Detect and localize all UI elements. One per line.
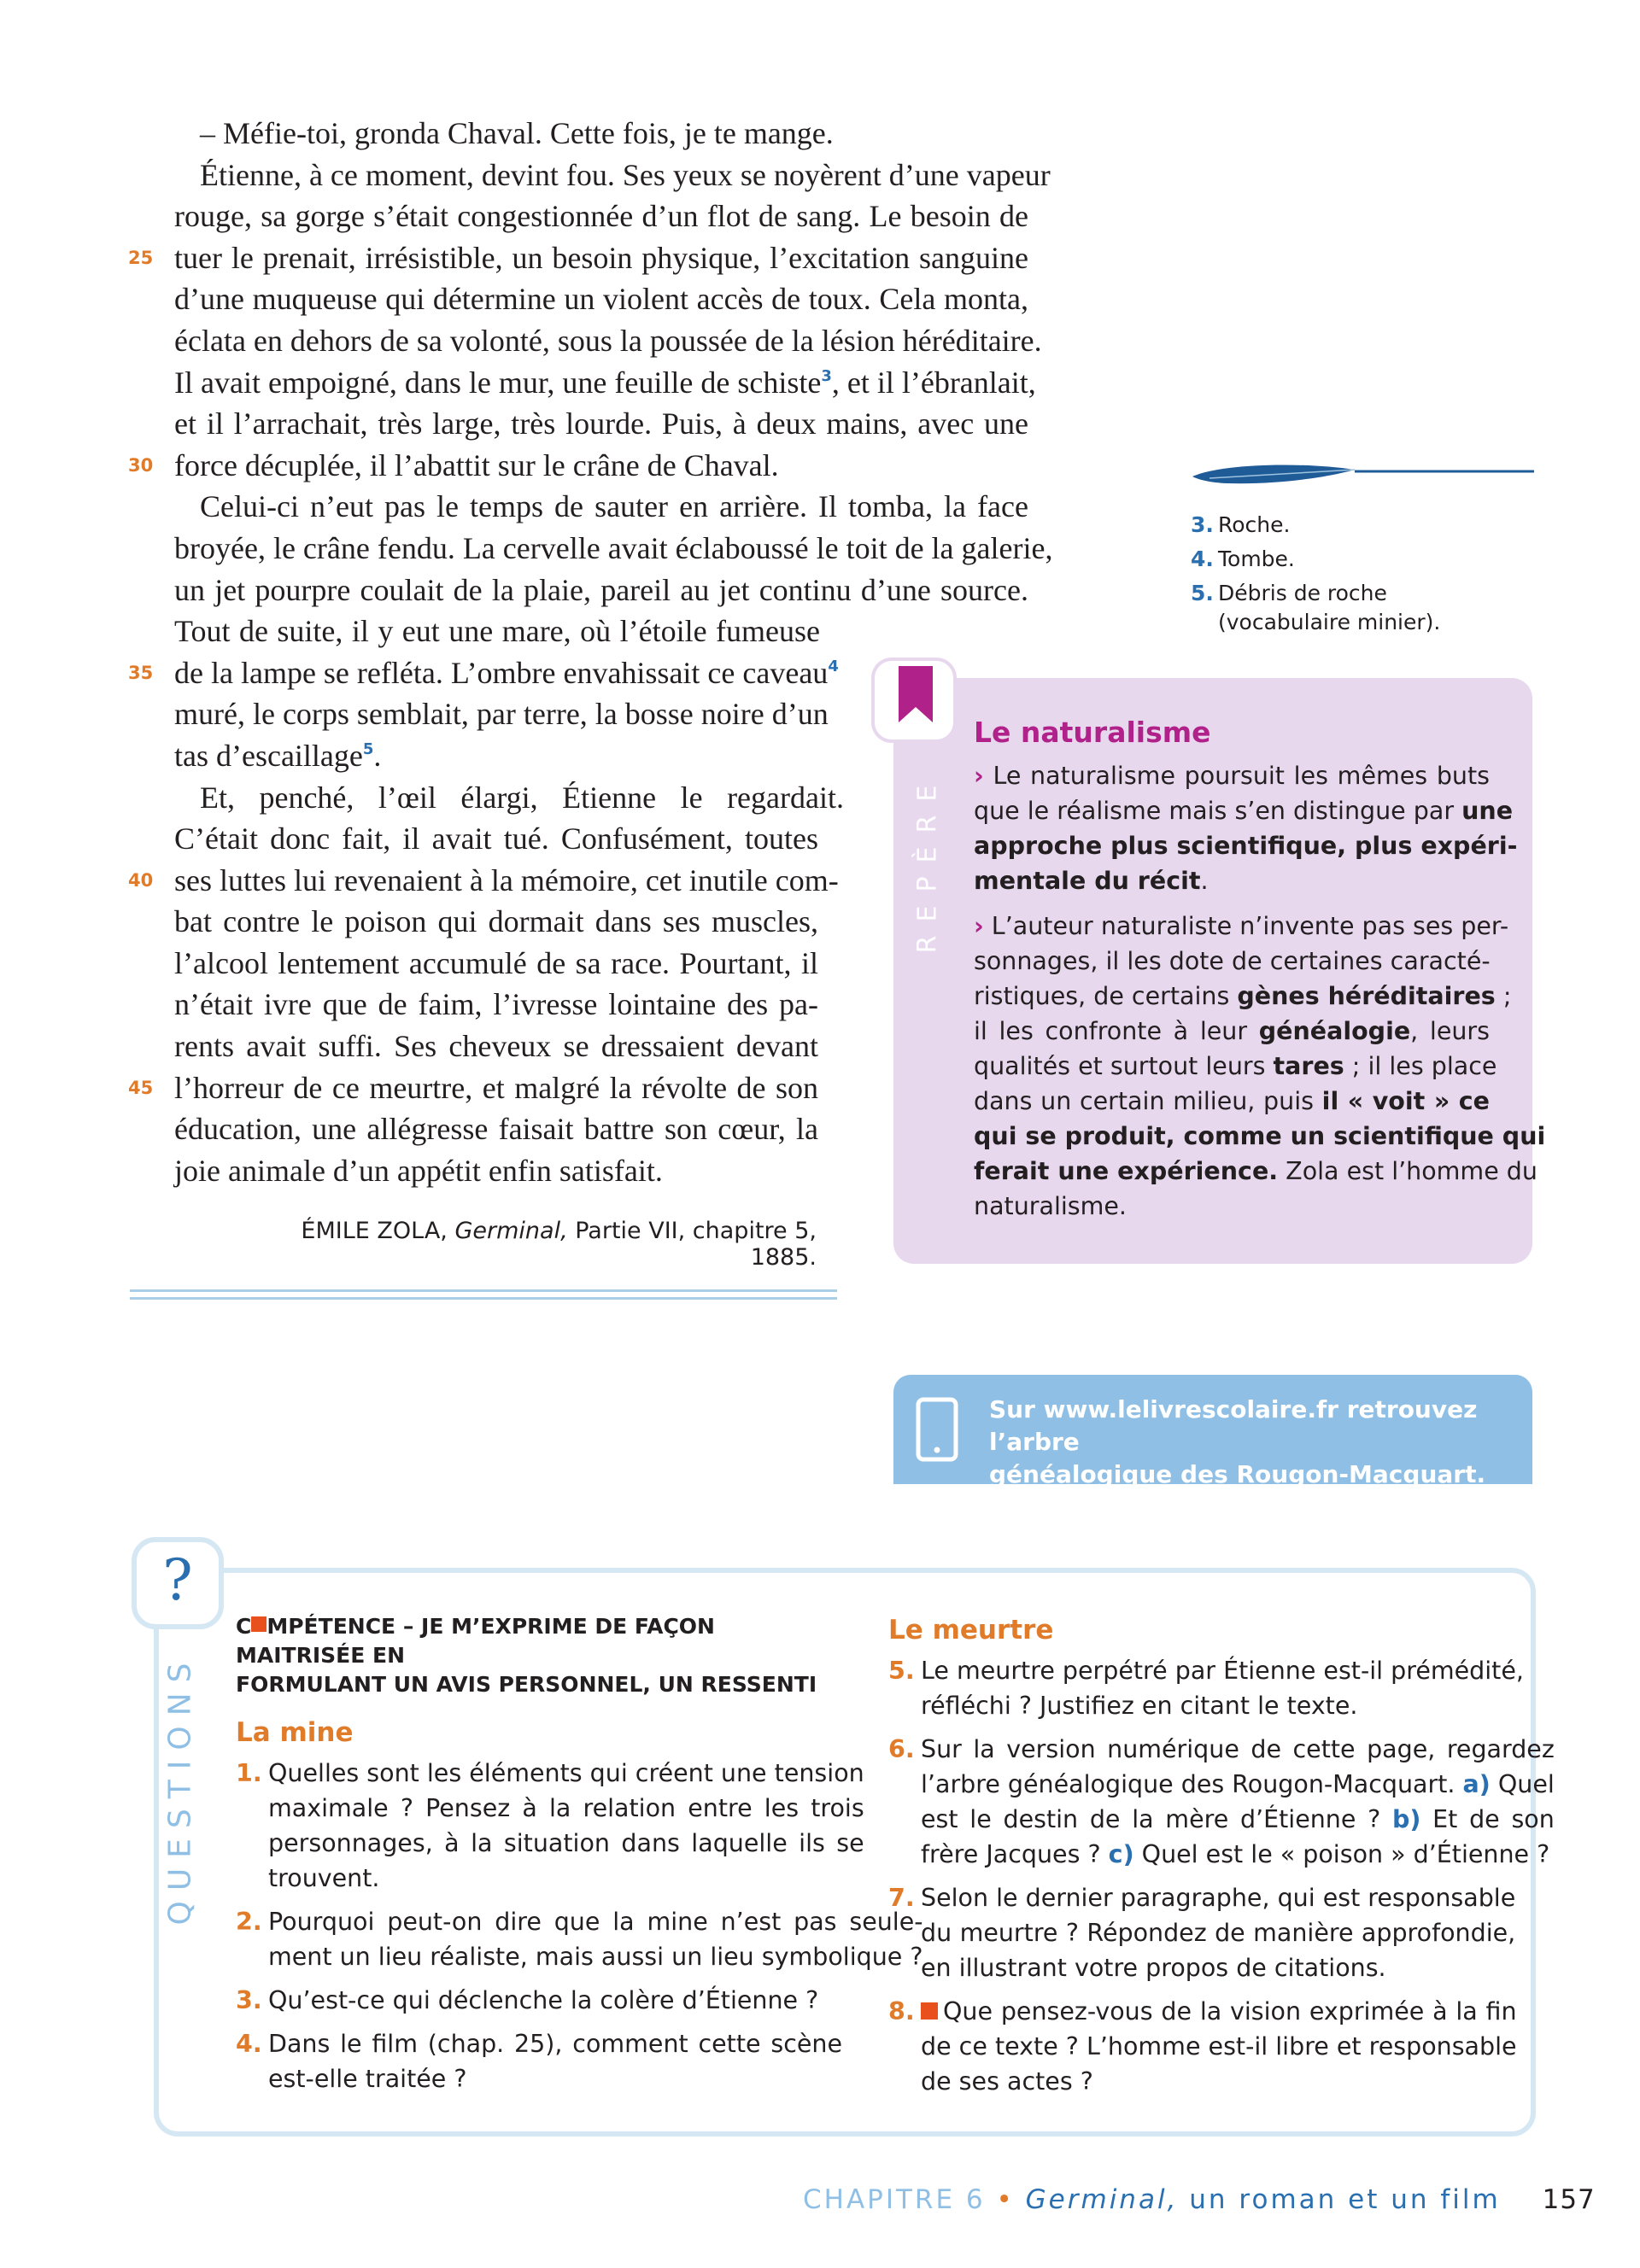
section-heading-meurtre: Le meurtre	[888, 1615, 1054, 1645]
repere-line: approche plus scientifique, plus expéri-	[974, 832, 1518, 860]
text-line: l’alcool lentement accumulé de sa race. Pourtant, il	[174, 945, 818, 980]
chevron-right-icon: ›	[974, 762, 984, 790]
footer-dot: •	[996, 2184, 1015, 2215]
quill-icon	[1192, 459, 1534, 494]
text-line: broyée, le crâne fendu. La cervelle avait éclaboussé le toit de la galerie,	[174, 530, 1053, 565]
competence-square-icon	[251, 1616, 266, 1632]
text-line: 35 de la lampe se refléta. L’ombre envahissait ce caveau$^4$	[174, 652, 820, 694]
repere-label: REPÈRE	[912, 771, 943, 954]
text-line: Tout de suite, il y eut une mare, où l’étoile fumeuse	[174, 614, 820, 649]
text-line: Il avait empoigné, dans le mur, une feuille de schiste$^3$, et il l’ébranlait,	[174, 365, 1036, 400]
section-divider	[130, 1289, 837, 1300]
page-footer	[803, 2184, 1609, 2215]
text-line: – Méfie-toi, gronda Chaval. Cette fois, je te mange.	[200, 116, 834, 150]
question-mark-icon: ?	[162, 1547, 193, 1613]
text-line: éducation, une allégresse faisait battre son cœur, la	[174, 1112, 818, 1147]
question-item: 2. Pourquoi peut-on dire que la mine n’est pas seule- ment un lieu réaliste, mais aussi un lieu symbolique ?	[236, 1908, 923, 1971]
footnote-ref: 3	[821, 366, 832, 385]
page-number: 157	[1542, 2184, 1596, 2215]
text-line: un jet pourpre coulait de la plaie, pareil au jet continu d’une source.	[174, 572, 1028, 607]
footnotes	[1191, 511, 1515, 642]
repere-line: › Le naturalisme poursuit les mêmes buts	[974, 762, 1490, 790]
text-line: 25 tuer le prenait, irrésistible, un besoin physique, l’excitation sanguine	[174, 237, 1028, 279]
repere-line: naturalisme.	[974, 1192, 1127, 1220]
repere-body	[974, 758, 1546, 1234]
repere-line: qualités et surtout leurs tares ; il les place	[974, 1052, 1497, 1080]
questions-right-column	[888, 1612, 1555, 2107]
oral-square-icon	[921, 2002, 938, 2020]
footnote: 5. Débris de roche (vocabulaire minier).	[1191, 581, 1441, 634]
footer-chapter: CHAPITRE 6	[803, 2184, 986, 2215]
source-credit: ÉMILE ZOLA, Germinal, Partie VII, chapitre 5, 1885.	[301, 1218, 817, 1271]
line-number: 40	[128, 869, 154, 891]
repere-line: qui se produit, comme un scientifique qui	[974, 1122, 1546, 1150]
line-number: 25	[128, 247, 154, 268]
text-line: tas d’escaillage$^5$.	[174, 738, 382, 773]
repere-paragraph	[974, 909, 1546, 1224]
footer-subtitle: un roman et un film	[1189, 2184, 1501, 2215]
question-item: 3. Qu’est-ce qui déclenche la colère d’Étienne ?	[236, 1986, 819, 2014]
footnote: 4. Tombe.	[1191, 547, 1295, 571]
text-line: muré, le corps semblait, par terre, la bosse noire d’un	[174, 697, 829, 732]
chevron-right-icon: ›	[974, 912, 984, 940]
text-line: joie animale d’un appétit enfin satisfait.	[174, 1153, 663, 1188]
text-line: C’était donc fait, il avait tué. Confusément, toutes	[174, 821, 818, 856]
competence-heading: C MPÉTENCE – JE M’EXPRIME DE FAÇON MAITRISÉE EN FORMULANT UN AVIS PERSONNEL, UN RESSENTI	[236, 1614, 817, 1697]
question-item: 5. Le meurtre perpétré par Étienne est-il prémédité, réfléchi ? Justifiez en citant le texte.	[888, 1657, 1524, 1720]
footnote: 3. Roche.	[1191, 512, 1291, 537]
text-line: Celui-ci n’eut pas le temps de sauter en arrière. Il tomba, la face	[200, 489, 1028, 524]
questions-left-column	[236, 1612, 923, 2105]
repere-line: sonnages, il les dote de certaines caracté-	[974, 947, 1491, 975]
web-banner-line: généalogique des Rougon-Macquart.	[989, 1460, 1486, 1488]
bookmark-icon	[899, 666, 933, 722]
text-line: rouge, sa gorge s’était congestionnée d’un flot de sang. Le besoin de	[174, 199, 1028, 234]
question-item: 4. Dans le film (chap. 25), comment cette scène est-elle traitée ?	[236, 2030, 842, 2093]
section-heading-mine: La mine	[236, 1717, 354, 1748]
web-banner-text	[989, 1394, 1519, 1491]
text-line: Et, penché, l’œil élargi, Étienne le regardait.	[200, 780, 844, 815]
text-line: et il l’arrachait, très large, très lourde. Puis, à deux mains, avec une	[174, 406, 1028, 441]
web-banner-line: Sur www.lelivrescolaire.fr retrouvez l’arbre	[989, 1395, 1478, 1456]
repere-line: mentale du récit.	[974, 867, 1209, 895]
repere-line: ristiques, de certains gènes héréditaires ;	[974, 982, 1512, 1010]
text-line: d’une muqueuse qui détermine un violent accès de toux. Cela monta,	[174, 282, 1028, 317]
repere-paragraph	[974, 758, 1518, 898]
text-line: bat contre le poison qui dormait dans ses muscles,	[174, 904, 818, 939]
question-item: 7. Selon le dernier paragraphe, qui est responsable du meurtre ? Répondez de manière approfondie, en illustrant votre propos de citations.	[888, 1884, 1516, 1982]
question-item: 6. Sur la version numérique de cette page, regardez l’arbre généalogique des Rougon-Macquart. a) Quel est le destin de la mère d’Étienne ? b) Et de son frère Jacques ? c) Quel est le « poison » d’Étienne ?	[888, 1735, 1555, 1868]
question-item: 8. Que pensez-vous de la vision exprimée à la fin de ce texte ? L’homme est-il libre et responsable de ses actes ?	[888, 1997, 1517, 2096]
line-number: 45	[128, 1077, 154, 1098]
text-line: rents avait suffi. Ses cheveux se dressaient devant	[174, 1029, 818, 1064]
repere-title: Le naturalisme	[974, 716, 1211, 749]
text-line: Étienne, à ce moment, devint fou. Ses yeux se noyèrent d’une vapeur	[200, 157, 1051, 192]
line-number: 30	[128, 454, 154, 476]
text-line: éclata en dehors de sa volonté, sous la poussée de la lésion héréditaire.	[174, 323, 1042, 358]
footnote-ref: 5	[362, 739, 374, 758]
tablet-icon	[916, 1397, 958, 1462]
repere-line: que le réalisme mais s’en distingue par une	[974, 797, 1514, 825]
repere-line: ferait une expérience. Zola est l’homme du	[974, 1157, 1538, 1185]
repere-line: dans un certain milieu, puis il « voit » ce	[974, 1087, 1491, 1115]
text-line: n’était ivre que de faim, l’ivresse lointaine des pa-	[174, 987, 818, 1022]
footer-title: Germinal,	[1025, 2184, 1179, 2215]
repere-line: › L’auteur naturaliste n’invente pas ses per-	[974, 912, 1509, 940]
footnote-ref: 4	[828, 657, 839, 675]
repere-line: il les confronte à leur généalogie, leurs	[974, 1017, 1490, 1045]
line-number: 35	[128, 662, 154, 683]
text-line: 30 force décuplée, il l’abattit sur le crâne de Chaval.	[174, 445, 1028, 487]
text-line: 45 l’horreur de ce meurtre, et malgré la révolte de son	[174, 1067, 818, 1109]
text-line: 40 ses luttes lui revenaient à la mémoire, cet inutile com-	[174, 860, 818, 902]
question-item: 1. Quelles sont les éléments qui créent une tension maximale ? Pensez à la relation entre les trois personnages, à la situation dans laquelle ils se trouvent.	[236, 1759, 864, 1892]
questions-label: QUESTIONS	[162, 1652, 198, 1926]
